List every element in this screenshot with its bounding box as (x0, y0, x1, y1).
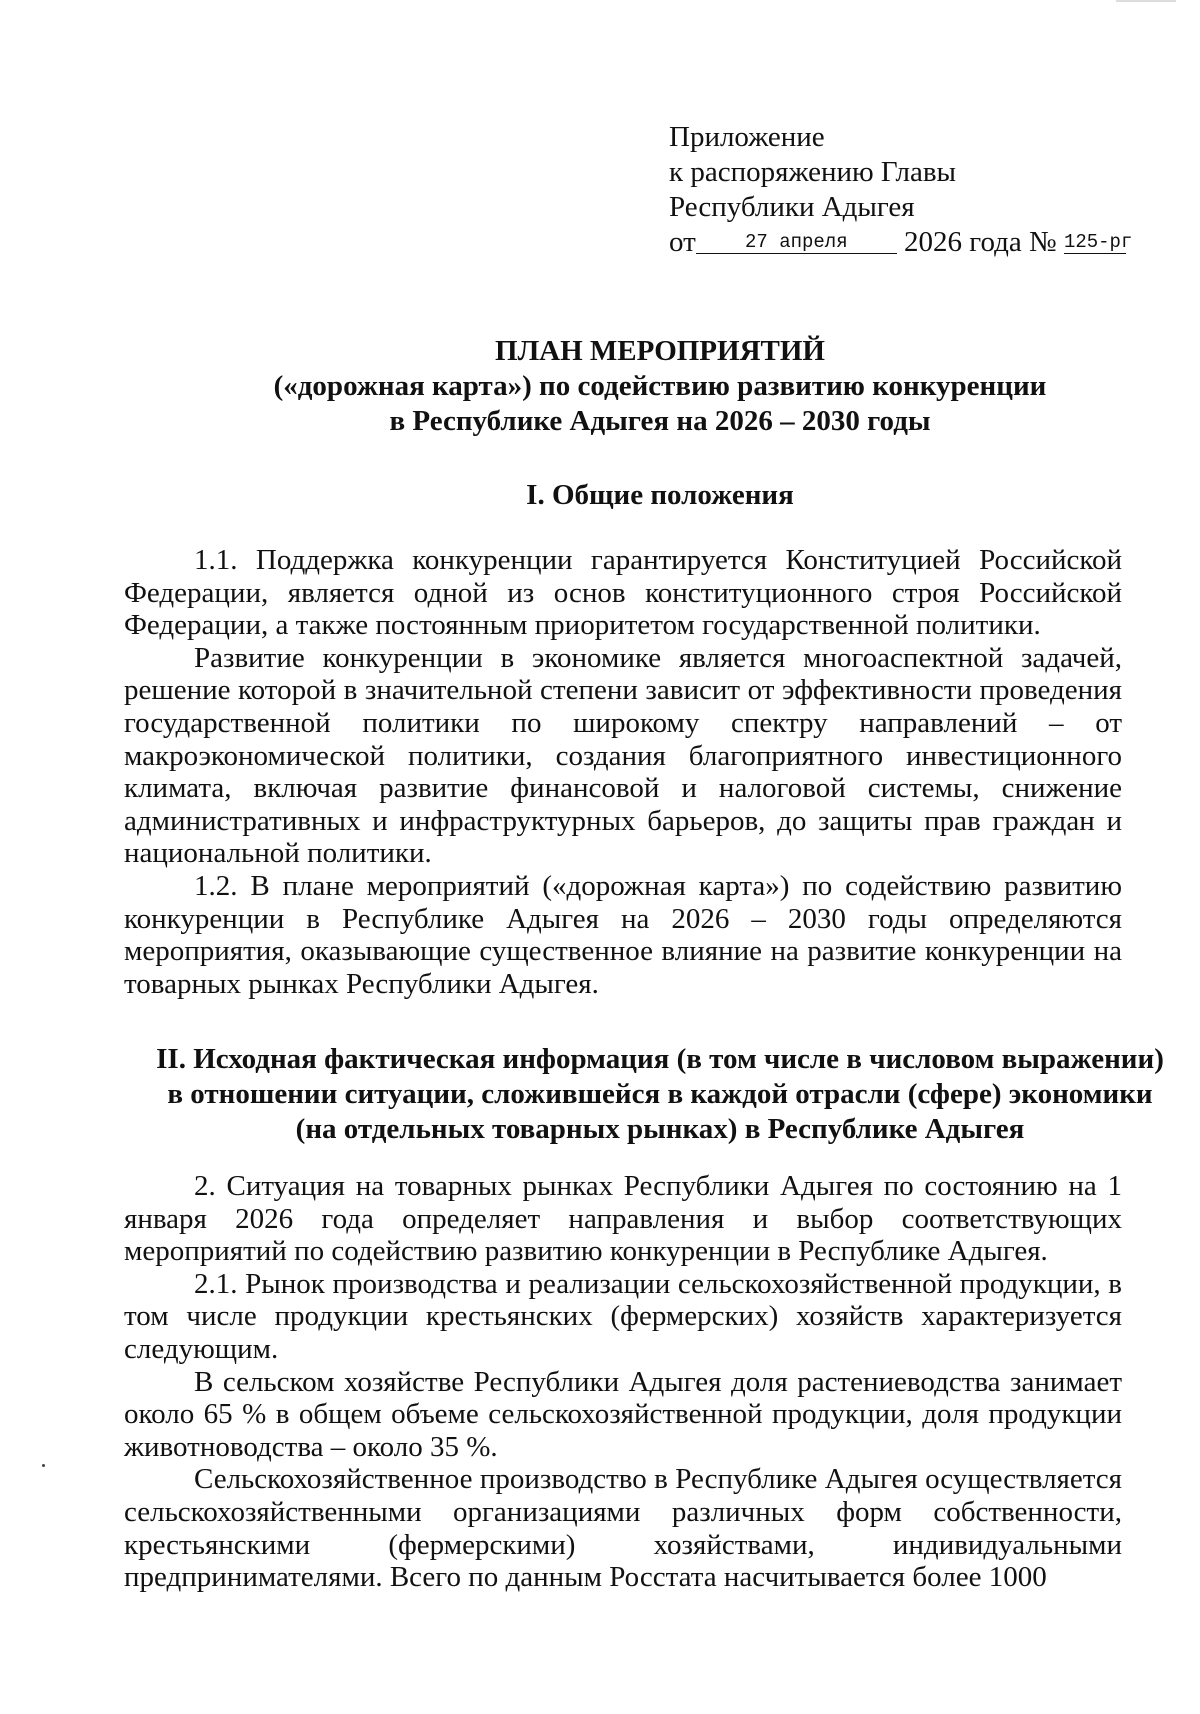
title-line-2: («дорожная карта») по содействию развитию конкуренции (273, 370, 1047, 402)
number-field (1063, 225, 1133, 254)
section-1-heading (0, 478, 1200, 513)
paragraph-1-3: 1.2. В плане мероприятий («дорожная карта») по содействию развитию конкуренции в Республике Адыгея на 2026 – 2030 годы определяются мероприятия, оказывающие существенное влияние на развитие конкуренции на товарных рынках Республики Адыгея. (124, 869, 1122, 1000)
paragraph-2-1-crops: В сельском хозяйстве Республики Адыгея доля растениеводства занимает около 65 % в общем объеме сельскохозяйственной продукции, доля продукции животноводства – около 35 %. (124, 1365, 1122, 1463)
section-1-body (124, 544, 1122, 1000)
section-2-body (124, 1170, 1122, 1594)
document-title (0, 334, 1200, 439)
appendix-line-3: Республики Адыгея (669, 191, 915, 223)
appendix-header (669, 120, 1133, 260)
title-line-1: ПЛАН МЕРОПРИЯТИЙ (495, 335, 825, 367)
section-1-heading-text: I. Общие положения (526, 479, 794, 511)
section-2-heading (0, 1042, 1200, 1147)
date-filled-value: 27 апреля (744, 231, 848, 253)
date-field (696, 225, 897, 254)
paragraph-2-1-producers: Сельскохозяйственное производство в Республике Адыгея осуществляется сельскохозяйственными организациями различных форм собственности, крестьянскими (фермерскими) хозяйствами, индивидуальными предпринимателями. Всего по данным Росстата насчитывается более 1000 (124, 1463, 1122, 1594)
section-2-heading-line-2: в отношении ситуации, сложившейся в каждой отрасли (сфере) экономики (167, 1078, 1153, 1110)
section-2-heading-line-3: (на отдельных товарных рынках) в Республике Адыгея (295, 1113, 1025, 1145)
paragraph-1-1: 1.1. Поддержка конкуренции гарантируется Конституцией Российской Федерации, является одной из основ конституционного строя Российской Федерации, а также постоянным приоритетом государственной политики. (124, 544, 1122, 642)
paragraph-2: 2. Ситуация на товарных рынках Республики Адыгея по состоянию на 1 января 2026 года определяет направления и выбор соответствующих мероприятий по содействию развитию конкуренции в Республике Адыгея. (124, 1170, 1122, 1268)
appendix-line-2: к распоряжению Главы (669, 156, 957, 188)
scan-artifact (1116, 0, 1176, 2)
year-text: 2026 года № (904, 226, 1057, 258)
appendix-line-1: Приложение (669, 121, 825, 153)
date-prefix: от (669, 226, 696, 258)
title-line-3: в Республике Адыгея на 2026 – 2030 годы (389, 405, 931, 437)
number-filled-value: 125-рг (1063, 231, 1133, 253)
section-2-heading-line-1: II. Исходная фактическая информация (в том числе в числовом выражении) (156, 1043, 1164, 1075)
paragraph-2-1: 2.1. Рынок производства и реализации сельскохозяйственной продукции, в том числе продукции крестьянских (фермерских) хозяйств характеризуется следующим. (124, 1267, 1122, 1365)
paragraph-1-2: Развитие конкуренции в экономике является многоаспектной задачей, решение которой в значительной степени зависит от эффективности проведения государственной политики по широкому спектру направлений – от макроэкономической политики, создания благоприятного инвестиционного климата, включая развитие финансовой и налоговой системы, снижение административных и инфраструктурных барьеров, до защиты прав граждан и национальной политики. (124, 641, 1122, 870)
margin-mark (42, 1464, 45, 1467)
appendix-date-line (669, 225, 1133, 260)
